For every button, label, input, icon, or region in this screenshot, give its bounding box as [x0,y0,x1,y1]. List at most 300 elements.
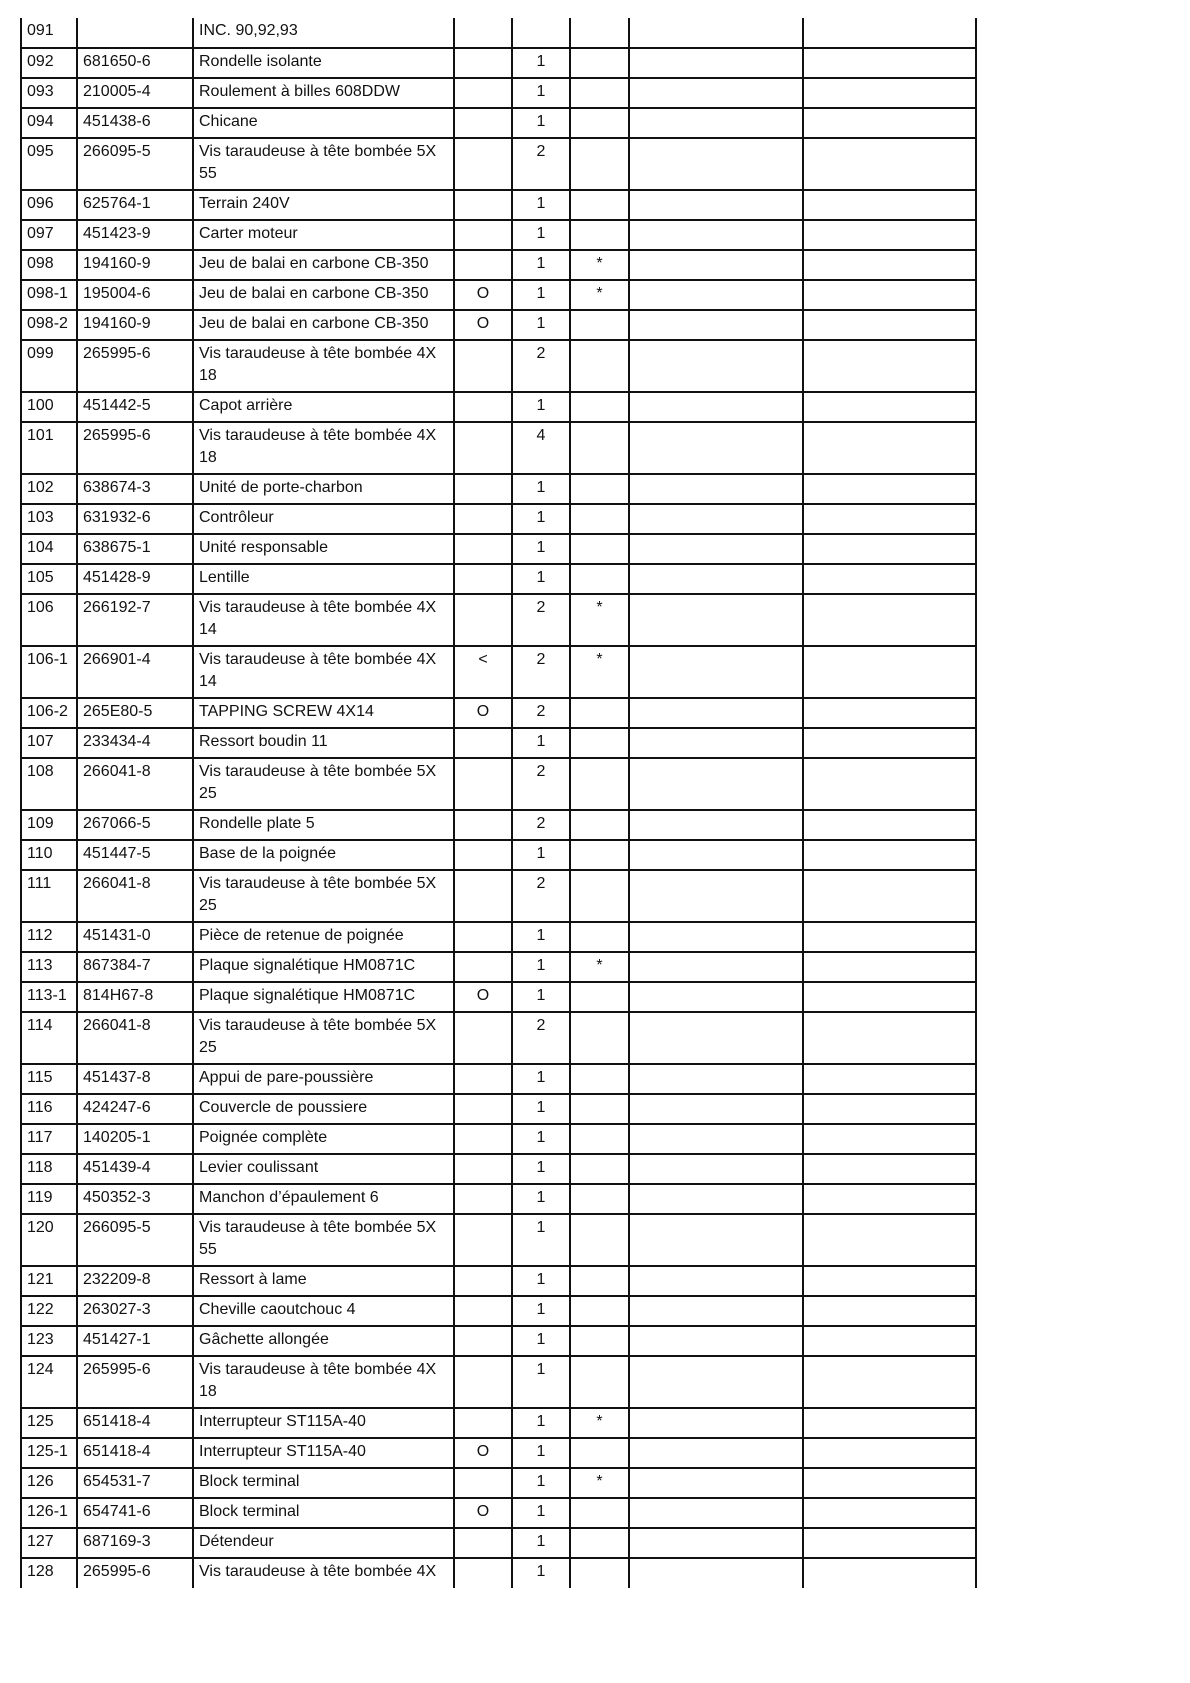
table-row [21,1214,976,1266]
quantity-cell: 2 [512,594,570,646]
empty-cell [803,1498,976,1528]
description-cell: Vis taraudeuse à tête bombée 4X 18 [193,340,454,392]
part-number-cell: 194160-9 [77,250,193,280]
item-number-cell: 113 [21,952,77,982]
item-number-cell: 125 [21,1408,77,1438]
empty-cell [803,1266,976,1296]
empty-cell [629,952,803,982]
variant-flag-cell [454,138,512,190]
quantity-cell: 1 [512,1266,570,1296]
part-number-cell: 232209-8 [77,1266,193,1296]
marker-cell [570,220,629,250]
marker-cell [570,422,629,474]
quantity-cell: 1 [512,392,570,422]
description-cell: Rondelle plate 5 [193,810,454,840]
description-cell: Vis taraudeuse à tête bombée 4X 18 [193,1356,454,1408]
description-cell: Ressort à lame [193,1266,454,1296]
description-cell: Unité responsable [193,534,454,564]
quantity-cell: 1 [512,1064,570,1094]
item-number-cell: 118 [21,1154,77,1184]
marker-cell [570,840,629,870]
empty-cell [629,504,803,534]
quantity-cell: 1 [512,1468,570,1498]
quantity-cell: 1 [512,728,570,758]
empty-cell [803,1064,976,1094]
table-row [21,1356,976,1408]
empty-cell [629,474,803,504]
table-row [21,1184,976,1214]
marker-cell [570,1296,629,1326]
quantity-cell: 2 [512,698,570,728]
empty-cell [629,564,803,594]
description-cell: Roulement à billes 608DDW [193,78,454,108]
quantity-cell: 1 [512,982,570,1012]
marker-cell [570,138,629,190]
marker-cell [570,340,629,392]
quantity-cell: 1 [512,78,570,108]
empty-cell [629,646,803,698]
description-cell: Plaque signalétique HM0871C [193,952,454,982]
empty-cell [803,1468,976,1498]
marker-cell [570,758,629,810]
empty-cell [803,392,976,422]
empty-cell [803,1094,976,1124]
quantity-cell: 1 [512,48,570,78]
empty-cell [629,1438,803,1468]
empty-cell [629,78,803,108]
description-cell: Appui de pare-poussière [193,1064,454,1094]
variant-flag-cell [454,564,512,594]
quantity-cell: 1 [512,1356,570,1408]
empty-cell [803,952,976,982]
description-cell: INC. 90,92,93 [193,18,454,48]
empty-cell [629,1184,803,1214]
table-row [21,840,976,870]
part-number-cell: 266095-5 [77,1214,193,1266]
table-row [21,1154,976,1184]
empty-cell [803,78,976,108]
part-number-cell: 451431-0 [77,922,193,952]
variant-flag-cell [454,534,512,564]
description-cell: Vis taraudeuse à tête bombée 4X 14 [193,594,454,646]
variant-flag-cell [454,758,512,810]
variant-flag-cell: < [454,646,512,698]
table-row [21,564,976,594]
variant-flag-cell [454,1266,512,1296]
empty-cell [803,1558,976,1588]
part-number-cell: 654741-6 [77,1498,193,1528]
item-number-cell: 123 [21,1326,77,1356]
item-number-cell: 126 [21,1468,77,1498]
empty-cell [803,190,976,220]
table-row [21,78,976,108]
part-number-cell: 266041-8 [77,1012,193,1064]
empty-cell [629,982,803,1012]
description-cell: Vis taraudeuse à tête bombée 5X 55 [193,1214,454,1266]
marker-cell: * [570,952,629,982]
empty-cell [629,280,803,310]
marker-cell [570,1356,629,1408]
description-cell: Vis taraudeuse à tête bombée 5X 25 [193,758,454,810]
part-number-cell: 265E80-5 [77,698,193,728]
part-number-cell: 451428-9 [77,564,193,594]
quantity-cell: 2 [512,870,570,922]
empty-cell [803,1438,976,1468]
empty-cell [629,48,803,78]
empty-cell [629,810,803,840]
part-number-cell: 638674-3 [77,474,193,504]
quantity-cell: 1 [512,220,570,250]
item-number-cell: 122 [21,1296,77,1326]
item-number-cell: 127 [21,1528,77,1558]
description-cell: Jeu de balai en carbone CB-350 [193,250,454,280]
variant-flag-cell [454,504,512,534]
marker-cell [570,474,629,504]
empty-cell [629,1124,803,1154]
part-number-cell: 195004-6 [77,280,193,310]
table-row [21,48,976,78]
empty-cell [629,340,803,392]
item-number-cell: 095 [21,138,77,190]
variant-flag-cell [454,922,512,952]
description-cell: Vis taraudeuse à tête bombée 5X 25 [193,870,454,922]
empty-cell [629,220,803,250]
quantity-cell: 1 [512,474,570,504]
quantity-cell: 1 [512,310,570,340]
variant-flag-cell [454,1154,512,1184]
empty-cell [629,1266,803,1296]
item-number-cell: 111 [21,870,77,922]
marker-cell [570,564,629,594]
table-row [21,1124,976,1154]
marker-cell [570,728,629,758]
description-cell: Capot arrière [193,392,454,422]
marker-cell: * [570,594,629,646]
part-number-cell [77,18,193,48]
variant-flag-cell [454,728,512,758]
variant-flag-cell [454,810,512,840]
description-cell: TAPPING SCREW 4X14 [193,698,454,728]
part-number-cell: 638675-1 [77,534,193,564]
description-cell: Jeu de balai en carbone CB-350 [193,280,454,310]
description-cell: Chicane [193,108,454,138]
empty-cell [629,758,803,810]
marker-cell [570,392,629,422]
variant-flag-cell [454,840,512,870]
part-number-cell: 265995-6 [77,340,193,392]
variant-flag-cell [454,1064,512,1094]
description-cell: Jeu de balai en carbone CB-350 [193,310,454,340]
variant-flag-cell: O [454,280,512,310]
quantity-cell: 1 [512,1094,570,1124]
item-number-cell: 108 [21,758,77,810]
empty-cell [629,1558,803,1588]
description-cell: Plaque signalétique HM0871C [193,982,454,1012]
part-number-cell: 266901-4 [77,646,193,698]
quantity-cell: 4 [512,422,570,474]
quantity-cell: 1 [512,1438,570,1468]
marker-cell: * [570,1408,629,1438]
quantity-cell: 1 [512,1408,570,1438]
empty-cell [803,1012,976,1064]
description-cell: Manchon d’épaulement 6 [193,1184,454,1214]
empty-cell [803,728,976,758]
variant-flag-cell [454,952,512,982]
description-cell: Carter moteur [193,220,454,250]
marker-cell [570,190,629,220]
table-row [21,646,976,698]
item-number-cell: 115 [21,1064,77,1094]
variant-flag-cell [454,1124,512,1154]
quantity-cell: 1 [512,280,570,310]
description-cell: Rondelle isolante [193,48,454,78]
item-number-cell: 124 [21,1356,77,1408]
table-row [21,1468,976,1498]
quantity-cell: 1 [512,504,570,534]
table-row [21,190,976,220]
quantity-cell: 2 [512,1012,570,1064]
quantity-cell: 2 [512,810,570,840]
marker-cell [570,78,629,108]
variant-flag-cell [454,1012,512,1064]
parts-table-body [21,18,976,1588]
item-number-cell: 126-1 [21,1498,77,1528]
empty-cell [629,1326,803,1356]
table-row [21,1498,976,1528]
empty-cell [629,1094,803,1124]
part-number-cell: 265995-6 [77,422,193,474]
quantity-cell: 1 [512,952,570,982]
quantity-cell: 1 [512,1124,570,1154]
variant-flag-cell [454,78,512,108]
empty-cell [629,698,803,728]
variant-flag-cell [454,392,512,422]
item-number-cell: 125-1 [21,1438,77,1468]
description-cell: Poignée complète [193,1124,454,1154]
item-number-cell: 103 [21,504,77,534]
marker-cell [570,1498,629,1528]
empty-cell [803,1356,976,1408]
variant-flag-cell [454,1408,512,1438]
part-number-cell: 424247-6 [77,1094,193,1124]
item-number-cell: 097 [21,220,77,250]
item-number-cell: 112 [21,922,77,952]
part-number-cell: 625764-1 [77,190,193,220]
quantity-cell: 1 [512,1214,570,1266]
variant-flag-cell [454,1214,512,1266]
quantity-cell: 2 [512,138,570,190]
quantity-cell: 1 [512,1154,570,1184]
item-number-cell: 117 [21,1124,77,1154]
quantity-cell: 1 [512,250,570,280]
part-number-cell: 687169-3 [77,1528,193,1558]
empty-cell [629,1408,803,1438]
marker-cell [570,504,629,534]
table-row [21,504,976,534]
description-cell: Vis taraudeuse à tête bombée 4X 18 [193,422,454,474]
empty-cell [629,392,803,422]
marker-cell [570,870,629,922]
part-number-cell: 140205-1 [77,1124,193,1154]
empty-cell [803,594,976,646]
variant-flag-cell [454,1528,512,1558]
quantity-cell: 2 [512,646,570,698]
table-row [21,594,976,646]
table-row [21,1012,976,1064]
part-number-cell: 651418-4 [77,1438,193,1468]
empty-cell [803,646,976,698]
empty-cell [803,340,976,392]
marker-cell: * [570,646,629,698]
item-number-cell: 121 [21,1266,77,1296]
quantity-cell: 2 [512,758,570,810]
marker-cell: * [570,250,629,280]
table-row [21,250,976,280]
item-number-cell: 106 [21,594,77,646]
description-cell: Interrupteur ST115A-40 [193,1408,454,1438]
marker-cell [570,982,629,1012]
table-row [21,758,976,810]
marker-cell: * [570,1468,629,1498]
part-number-cell: 265995-6 [77,1356,193,1408]
marker-cell [570,108,629,138]
empty-cell [803,138,976,190]
quantity-cell: 1 [512,534,570,564]
part-number-cell: 651418-4 [77,1408,193,1438]
item-number-cell: 102 [21,474,77,504]
quantity-cell: 1 [512,1498,570,1528]
empty-cell [803,1326,976,1356]
item-number-cell: 110 [21,840,77,870]
part-number-cell: 210005-4 [77,78,193,108]
item-number-cell: 109 [21,810,77,840]
table-row [21,1266,976,1296]
part-number-cell: 263027-3 [77,1296,193,1326]
empty-cell [803,982,976,1012]
empty-cell [629,1064,803,1094]
description-cell: Base de la poignée [193,840,454,870]
empty-cell [629,922,803,952]
item-number-cell: 105 [21,564,77,594]
item-number-cell: 092 [21,48,77,78]
marker-cell: * [570,280,629,310]
empty-cell [803,840,976,870]
description-cell: Ressort boudin 11 [193,728,454,758]
description-cell: Vis taraudeuse à tête bombée 5X 25 [193,1012,454,1064]
item-number-cell: 104 [21,534,77,564]
marker-cell [570,1154,629,1184]
table-row [21,810,976,840]
marker-cell [570,1266,629,1296]
description-cell: Block terminal [193,1498,454,1528]
description-cell: Terrain 240V [193,190,454,220]
part-number-cell: 265995-6 [77,1558,193,1588]
table-row [21,1326,976,1356]
empty-cell [629,870,803,922]
part-number-cell: 266041-8 [77,758,193,810]
variant-flag-cell [454,1094,512,1124]
item-number-cell: 093 [21,78,77,108]
table-row [21,340,976,392]
variant-flag-cell [454,594,512,646]
variant-flag-cell: O [454,1438,512,1468]
empty-cell [803,48,976,78]
variant-flag-cell [454,340,512,392]
empty-cell [629,1012,803,1064]
item-number-cell: 094 [21,108,77,138]
empty-cell [629,1214,803,1266]
description-cell: Cheville caoutchouc 4 [193,1296,454,1326]
variant-flag-cell [454,1184,512,1214]
marker-cell [570,18,629,48]
description-cell: Vis taraudeuse à tête bombée 5X 55 [193,138,454,190]
table-row [21,220,976,250]
variant-flag-cell [454,1326,512,1356]
table-row [21,138,976,190]
quantity-cell: 1 [512,1326,570,1356]
description-cell: Unité de porte-charbon [193,474,454,504]
table-row [21,1528,976,1558]
table-row [21,728,976,758]
empty-cell [629,310,803,340]
table-row [21,18,976,48]
variant-flag-cell [454,250,512,280]
marker-cell [570,48,629,78]
variant-flag-cell [454,1558,512,1588]
empty-cell [629,1154,803,1184]
table-row [21,1558,976,1588]
table-row [21,1064,976,1094]
table-row [21,870,976,922]
quantity-cell: 1 [512,1184,570,1214]
quantity-cell: 1 [512,108,570,138]
empty-cell [803,870,976,922]
empty-cell [803,220,976,250]
part-number-cell: 450352-3 [77,1184,193,1214]
empty-cell [629,18,803,48]
quantity-cell: 1 [512,840,570,870]
empty-cell [803,534,976,564]
empty-cell [629,1468,803,1498]
item-number-cell: 096 [21,190,77,220]
empty-cell [803,810,976,840]
empty-cell [629,422,803,474]
item-number-cell: 098 [21,250,77,280]
empty-cell [803,280,976,310]
empty-cell [629,840,803,870]
part-number-cell: 233434-4 [77,728,193,758]
part-number-cell: 266041-8 [77,870,193,922]
empty-cell [629,1498,803,1528]
variant-flag-cell [454,1468,512,1498]
table-row [21,474,976,504]
description-cell: Contrôleur [193,504,454,534]
description-cell: Levier coulissant [193,1154,454,1184]
empty-cell [803,1124,976,1154]
description-cell: Couvercle de poussiere [193,1094,454,1124]
item-number-cell: 100 [21,392,77,422]
part-number-cell: 867384-7 [77,952,193,982]
marker-cell [570,810,629,840]
part-number-cell: 451438-6 [77,108,193,138]
description-cell: Vis taraudeuse à tête bombée 4X [193,1558,454,1588]
quantity-cell: 1 [512,1558,570,1588]
quantity-cell [512,18,570,48]
variant-flag-cell [454,1296,512,1326]
variant-flag-cell [454,18,512,48]
table-row [21,1094,976,1124]
item-number-cell: 120 [21,1214,77,1266]
